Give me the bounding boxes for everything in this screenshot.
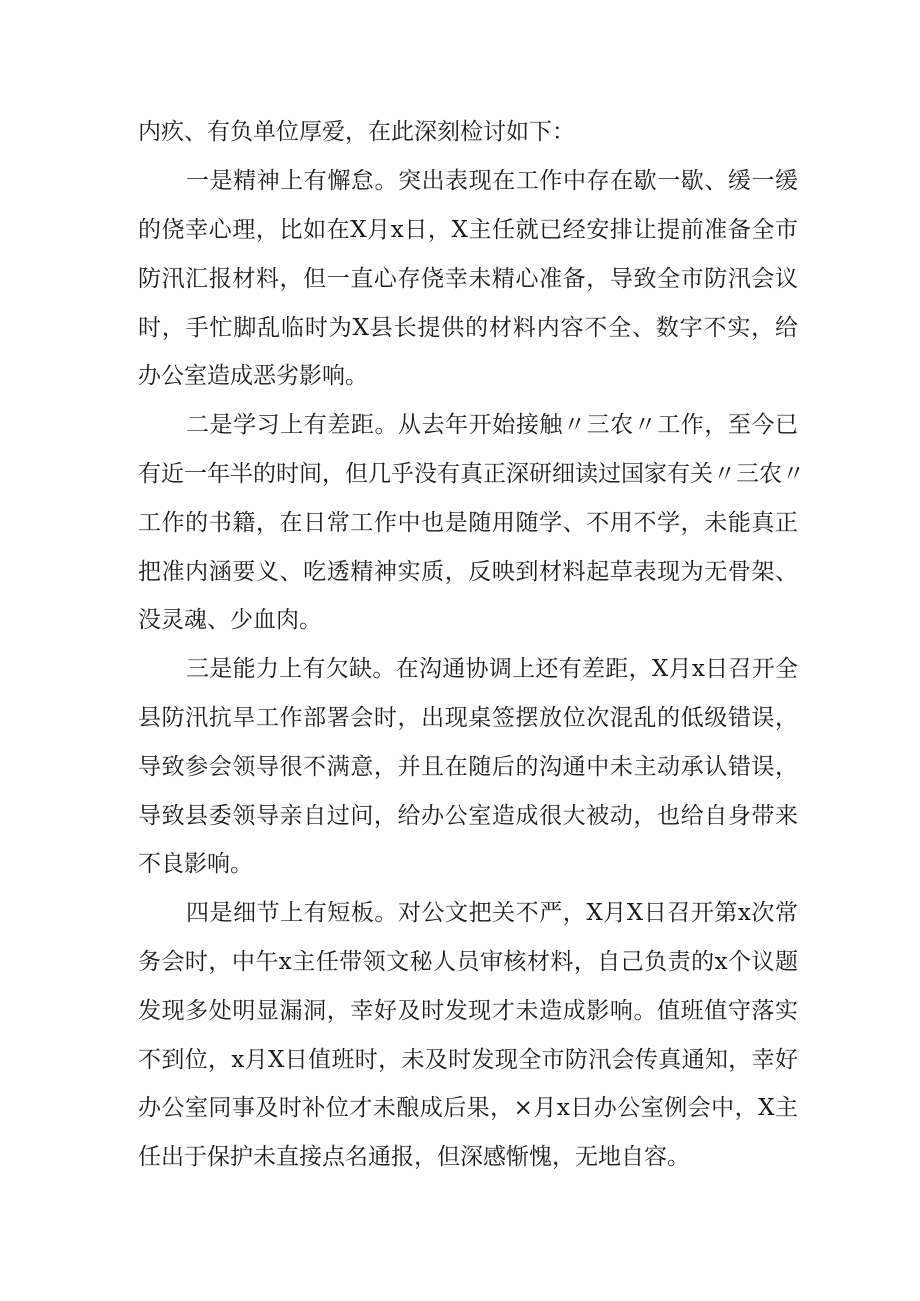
paragraph-4-heading-line: 四是细节上有短板。对公文把关不严，X月X日召开第x次常 <box>186 900 798 926</box>
text-line: 不到位，x月X日值班时，未及时发现全市防汛会传真通知，幸好 <box>138 1047 798 1073</box>
text-line: 工作的书籍，在日常工作中也是随用随学、不用不学，未能真正 <box>138 510 798 536</box>
text-line: 办公室造成恶劣影响。 <box>138 363 368 389</box>
text-line: 内疚、有负单位厚爱，在此深刻检讨如下： <box>138 119 575 145</box>
text-line: 县防汛抗旱工作部署会时，出现桌签摆放位次混乱的低级错误， <box>138 705 798 731</box>
text-line: 导致参会领导很不满意，并且在随后的沟通中未主动承认错误， <box>138 754 798 780</box>
text-line: 把准内涵要义、吃透精神实质，反映到材料起草表现为无骨架、 <box>138 559 798 585</box>
text-line: 防汛汇报材料，但一直心存侥幸未精心准备，导致全市防汛会议 <box>138 266 798 292</box>
text-line: 务会时，中午x主任带领文秘人员审核材料，自己负责的x个议题 <box>138 949 798 975</box>
text-line: 的侥幸心理，比如在X月x日，X主任就已经安排让提前准备全市 <box>138 217 798 243</box>
paragraph-2-heading-line: 二是学习上有差距。从去年开始接触〃三农〃工作，至今已 <box>186 412 798 438</box>
text-line: 时，手忙脚乱临时为X县长提供的材料内容不全、数字不实，给 <box>138 315 798 341</box>
paragraph-3-heading-line: 三是能力上有欠缺。在沟通协调上还有差距，X月x日召开全 <box>186 656 798 682</box>
text-line: 办公室同事及时补位才未酿成后果，×月x日办公室例会中，X主 <box>138 1095 798 1121</box>
paragraph-1-heading-line: 一是精神上有懈怠。突出表现在工作中存在歇一歇、缓一缓 <box>186 168 798 194</box>
text-line: 导致县委领导亲自过问，给办公室造成很大被动，也给自身带来 <box>138 803 798 829</box>
text-line: 有近一年半的时间，但几乎没有真正深研细读过国家有关〃三农〃 <box>138 461 805 487</box>
text-line: 没灵魂、少血肉。 <box>138 607 322 633</box>
text-line: 发现多处明显漏洞，幸好及时发现才未造成影响。值班值守落实 <box>138 998 798 1024</box>
text-line: 任出于保护未直接点名通报，但深感惭愧，无地自容。 <box>138 1144 690 1170</box>
text-line: 不良影响。 <box>138 851 253 877</box>
